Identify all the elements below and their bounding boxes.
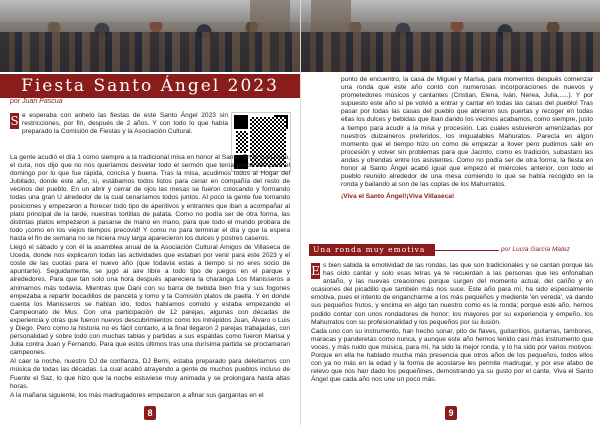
section-title: Una ronda muy emotiva: [309, 244, 435, 256]
left-article-body-cont: [10, 154, 290, 401]
closing-motto: ¡Viva el Santo Ángel!¡Viva Villaseca!: [341, 193, 455, 201]
dropcap: S: [10, 114, 19, 128]
group-photo: [301, 0, 600, 72]
section-divider: [435, 250, 499, 251]
page-number: 9: [445, 406, 457, 420]
paragraph: punto de encuentro, la casa de Miguel y Marisa, para momentos después comenzar una ronda que este año contó con numerosas incorporaciones de nuevos y prometedores músicos y cantantes (Cristian, Elena, Iván, Nerea, Julia,.....). Y por supuesto este año sí pe volvió a entrar y cantar en todas las casas del pueblo! Tras pasar por todas las casas del pueblo que abrieron sus puertas y recoger en todas ellas los dulces y bebidas que iban dando los vecinos acabamos, como siempre, justo a tiempo para acudir a la misa y procesión. Las cuales estuvieron amenizadas por nuestros dulzaineros preferidos, los inigualables Mahuratos. Parecía en algún momento que el tiempo hizo un como de empezar a llover pero pudimos salir en procesión y volver sin problemas para que Jacinto, como es tradición, subastaro las andas y ofrendas entre los asistentes. Como no podía ser de otra forma, la fiesta en honor al Santo Ángel acabó igual que empezó el miércoles anterior, con todo el pueblo reunido alrededor de una mesa comiendo lo que se había recogido en la ronda y bailando al son de las coplas de los Mahurratos.: [341, 76, 593, 189]
left-article-body: [10, 112, 228, 137]
article-byline: por Juan Pascua: [10, 98, 63, 105]
paragraph: A la mañana siguiente, los más madrugadores empezaron a afinar sus gargantas en el: [10, 391, 264, 399]
paragraph: Al caer la noche, nuestro DJ de confianza, DJ Berni, estaba preparado para deleitarnos con música de todas las décadas. La cual acabó atrayendo a gente de muchos pueblos incluso de Fuente el Saz, lo que hizo que la noche estuviese muy animada y se prolongara hasta altas horas.: [10, 358, 290, 390]
paragraph: La gente acudió el día 1 como siempre a la tradicional misa en honor al Santo. En la cual leído, el cura, nos dijo que no nos queríamos desvelar todo el sermón que tenía preparado para el domingo por lo que fue rápida, concisa y buena. Tras la misa, acudimos todos al Hogar del Jubilado, donde este año, sí, estábamos todos listos para cenar en compañía del resto de vecinos del pueblo. En un abrir y cerrar de ojos las mesas se fueron colocando y formando todas una gran U alrededor de la cual cenaríamos todos juntos. Al poco la gente fue tomando posiciones y empezaron a florecer todo tipo de aperitivos y entrantes que iban a acompañar al plato principal de la tarde, nuestras tortillas de patata. Como no podía ser de otra forma, las distintas platos empezaron a pasarse de mano en mano, para que todo el mundo probara de todo ¡como en los viejos tiempos precovid! Y como no para terminar el día y que la espera hasta el fin de semana no se hiciera muy larga aparecieron los dulces y postres caseros.: [10, 154, 290, 242]
paragraph: S e esperaba con anhelo las fiestas de este Santo Ángel 2023 sin restricciones, por fin, después de 2 años. Y con todo lo que había preparado la Comisión de Fiestas y la Asociación Cultural.: [10, 112, 228, 136]
page-number: 8: [144, 406, 156, 420]
paragraph: E s bien sabida la emotividad de las rondas, las que son tradicionales y se cantan porque las has oído cantar y solo esas letras ya te recuerdan a las personas que les enfonaban antaño, y las nuevas creaciones porque surgen del momento actual, del cariño y en ocasiones del picadillo que también más nos suce. Este año para mí, ha sido especialmente emotiva, pues el intento de engancharme a los más pequeños y mediente 'en vereda', va dando sus pequeños frutos, y encima en algo tan nuestro como es la ronda; porque este año, hemos podido contar con unos rondadores de honor; los mayores por su experiencia y empeño, los Mahurratos con su profesionalidad y los pequeños por su ilusión.: [311, 262, 593, 326]
section-byline: por Lucía García Matez: [501, 246, 570, 253]
paragraph: Cada uno con su instrumento, han hecho sonar, pito de flaves, guitarrillos, guitarras, tambores, maracas y panderetas como nunca, y aunque este año hemos tenido casi más instrumento que voces, y más ruido que música, para mí, ha sido la mejor ronda, y lo ha sido por varios motivos: Porque en ella he hablado mucha más presencia que otros años de los pequeños, todos ellos con ya no más en la edad y la forma de acostarse les permite madrugar, y por ese afabo de relevo que nos han dado los pequeñines, demostrando ya su gusto por el cante. Viva el Santo Ángel que cada año nos une un poco más.: [311, 327, 593, 384]
section-body: [311, 262, 593, 385]
paragraph: Llegó el sábado y con él la asamblea anual de la Asociación Cultural Amigos de Villaseca de Uceda, donde nos explicaron todas las actividades que estaban por venir para este 2023 y el coste de las cuotas para el nuevo año (que todavía estas a tiempo si no eres socio de apuntarte). Seguidamente, se jugó al aire libre a todo tipo de juegos en el parque y alrededores. Para que tan solo una hora después apareciera la charanga Los Manisseros a animarnos más todavía. Mientras que Dani con su barra de bebida bien fría y sus fogones empezaba a repartir bocadillos de panceta y lomo y la Comisión platos de paella. Y en donde cuenta los Manisseros se habían ido, todos habíamos comido y estaba empezando el Campeonato de Mus. Con una participación de 12 parejas, algunas con décadas de experiencia y otras que fueron nuevos descubrimientos como los intrépidos Juan, Álvaro o Luis y Diego. Pero como la historia no es fácil contarlo, a la final llegaron 2 parejas trabajadas, con personalidad y sobre todo con muchas tablas y partidas a sus espaldas como fueron Marisa y Julia contra Juan y Fernando. Para que estos últimos tras una durísima partida se proclamaran campeones.: [10, 244, 290, 357]
dropcap: E: [311, 264, 320, 278]
right-page: [300, 0, 600, 425]
fiesta-crowd-photo: [0, 0, 300, 72]
article-title: Fiesta Santo Ángel 2023: [0, 74, 300, 98]
right-article-body: [341, 76, 593, 202]
